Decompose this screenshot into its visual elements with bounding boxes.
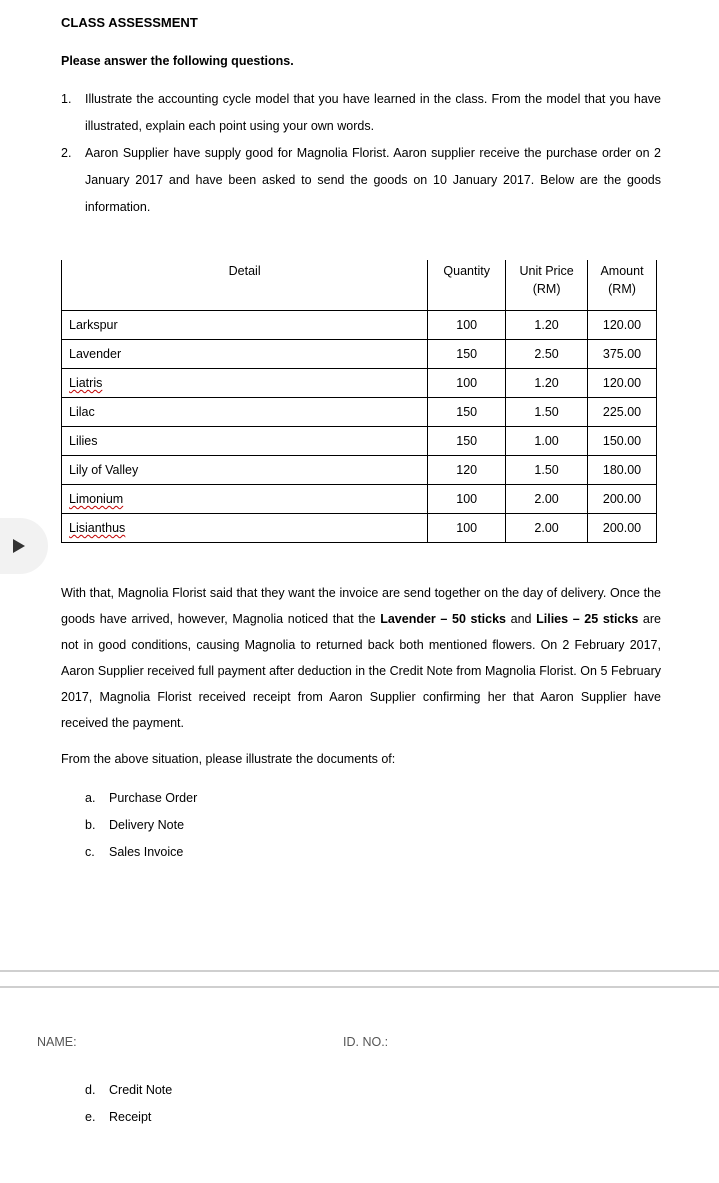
cell-quantity: 150: [428, 340, 506, 369]
cell-quantity: 100: [428, 311, 506, 340]
list-item-letter: e.: [85, 1110, 96, 1124]
cell-amount: 200.00: [588, 485, 657, 514]
cell-amount: 120.00: [588, 311, 657, 340]
header-unit-price-label: Unit Price: [519, 264, 574, 278]
page-title: CLASS ASSESSMENT: [61, 15, 198, 30]
list-item-text: Receipt: [109, 1110, 152, 1124]
question-number: 2.: [61, 146, 72, 160]
cell-unit-price: 1.20: [506, 369, 588, 398]
list-item-text: Purchase Order: [109, 791, 198, 805]
header-quantity: Quantity: [428, 260, 506, 311]
list-item-text: Delivery Note: [109, 818, 185, 832]
table-row: [62, 427, 657, 456]
cell-detail-text: Lisianthus: [69, 521, 126, 535]
page-divider-top: [0, 970, 719, 972]
instruction: Please answer the following questions.: [61, 54, 294, 68]
play-icon-graphic: [0, 518, 48, 574]
table-row: [62, 340, 657, 369]
cell-quantity: 100: [428, 369, 506, 398]
name-label: NAME:: [37, 1035, 77, 1049]
cell-unit-price: 2.00: [506, 514, 588, 543]
table-row: [62, 398, 657, 427]
header-detail: Detail: [62, 260, 428, 311]
table-row: [62, 514, 657, 543]
table-row: [62, 485, 657, 514]
cell-unit-price: 1.00: [506, 427, 588, 456]
list-item-letter: a.: [85, 791, 96, 805]
cell-detail: [62, 485, 428, 514]
cell-quantity: 120: [428, 456, 506, 485]
cell-detail: [62, 369, 428, 398]
cell-quantity: 150: [428, 427, 506, 456]
header-unit-price-unit: (RM): [532, 282, 561, 296]
cell-unit-price: 1.50: [506, 398, 588, 427]
cell-quantity: 150: [428, 398, 506, 427]
list-item-letter: c.: [85, 845, 95, 859]
goods-table: [61, 260, 657, 543]
cell-amount: 180.00: [588, 456, 657, 485]
list-item-letter: d.: [85, 1083, 96, 1097]
cell-detail: Lilies: [62, 427, 428, 456]
cell-quantity: 100: [428, 514, 506, 543]
situation-bold-lilies: Lilies – 25 sticks: [536, 612, 639, 626]
cell-amount: 225.00: [588, 398, 657, 427]
cell-unit-price: 1.50: [506, 456, 588, 485]
cell-detail-text: Liatris: [69, 376, 103, 390]
cell-amount: 200.00: [588, 514, 657, 543]
question-text: Aaron Supplier have supply good for Magnolia Florist. Aaron supplier receive the purchase order on 2 January 2017 and have been asked to send the goods on 10 January 2017. Below are the goods information.: [85, 146, 661, 214]
cell-unit-price: 2.50: [506, 340, 588, 369]
situation-text-2: and: [506, 612, 537, 626]
header-unit-price: [506, 260, 588, 311]
question-number: 1.: [61, 92, 72, 106]
cell-detail: Lilac: [62, 398, 428, 427]
page-divider-bottom: [0, 986, 719, 988]
cell-amount: 375.00: [588, 340, 657, 369]
table-row: [62, 311, 657, 340]
documents-prompt: From the above situation, please illustrate the documents of:: [61, 752, 396, 766]
cell-detail: Larkspur: [62, 311, 428, 340]
cell-amount: 150.00: [588, 427, 657, 456]
table-row: [62, 456, 657, 485]
list-item-text: Sales Invoice: [109, 845, 184, 859]
cell-quantity: 100: [428, 485, 506, 514]
cell-detail: Lily of Valley: [62, 456, 428, 485]
id-number-label: ID. NO.:: [343, 1035, 389, 1049]
situation-text-3: are not in good conditions, causing Magnolia to returned back both mentioned flowers. On 2 February 2017, Aaron Supplier received full payment after deduction in the Credit Note from Magnolia Florist. On 5 February 2017, Magnolia Florist received receipt from Aaron Supplier confirming her that Aaron Supplier have received the payment.: [61, 612, 661, 730]
cell-unit-price: 1.20: [506, 311, 588, 340]
header-amount-unit: (RM): [608, 282, 636, 296]
play-icon[interactable]: [0, 518, 48, 574]
cell-detail: [62, 514, 428, 543]
question-text: Illustrate the accounting cycle model that you have learned in the class. From the model that you have illustrated, explain each point using your own words.: [85, 92, 661, 133]
situation-text-1: With that, Magnolia Florist said that they want the invoice are send together on the day of delivery. Once the goods have arrived, however, Magnolia noticed that the: [61, 586, 661, 626]
cell-detail-text: Limonium: [69, 492, 124, 506]
cell-detail: Lavender: [62, 340, 428, 369]
header-amount-label: Amount: [600, 264, 644, 278]
situation-paragraph: [61, 580, 661, 736]
table-row: [62, 369, 657, 398]
list-item-letter: b.: [85, 818, 96, 832]
cell-unit-price: 2.00: [506, 485, 588, 514]
cell-amount: 120.00: [588, 369, 657, 398]
list-item-text: Credit Note: [109, 1083, 173, 1097]
situation-bold-lavender: Lavender – 50 sticks: [380, 612, 506, 626]
table-header-row: [62, 260, 657, 311]
header-amount: [588, 260, 657, 311]
